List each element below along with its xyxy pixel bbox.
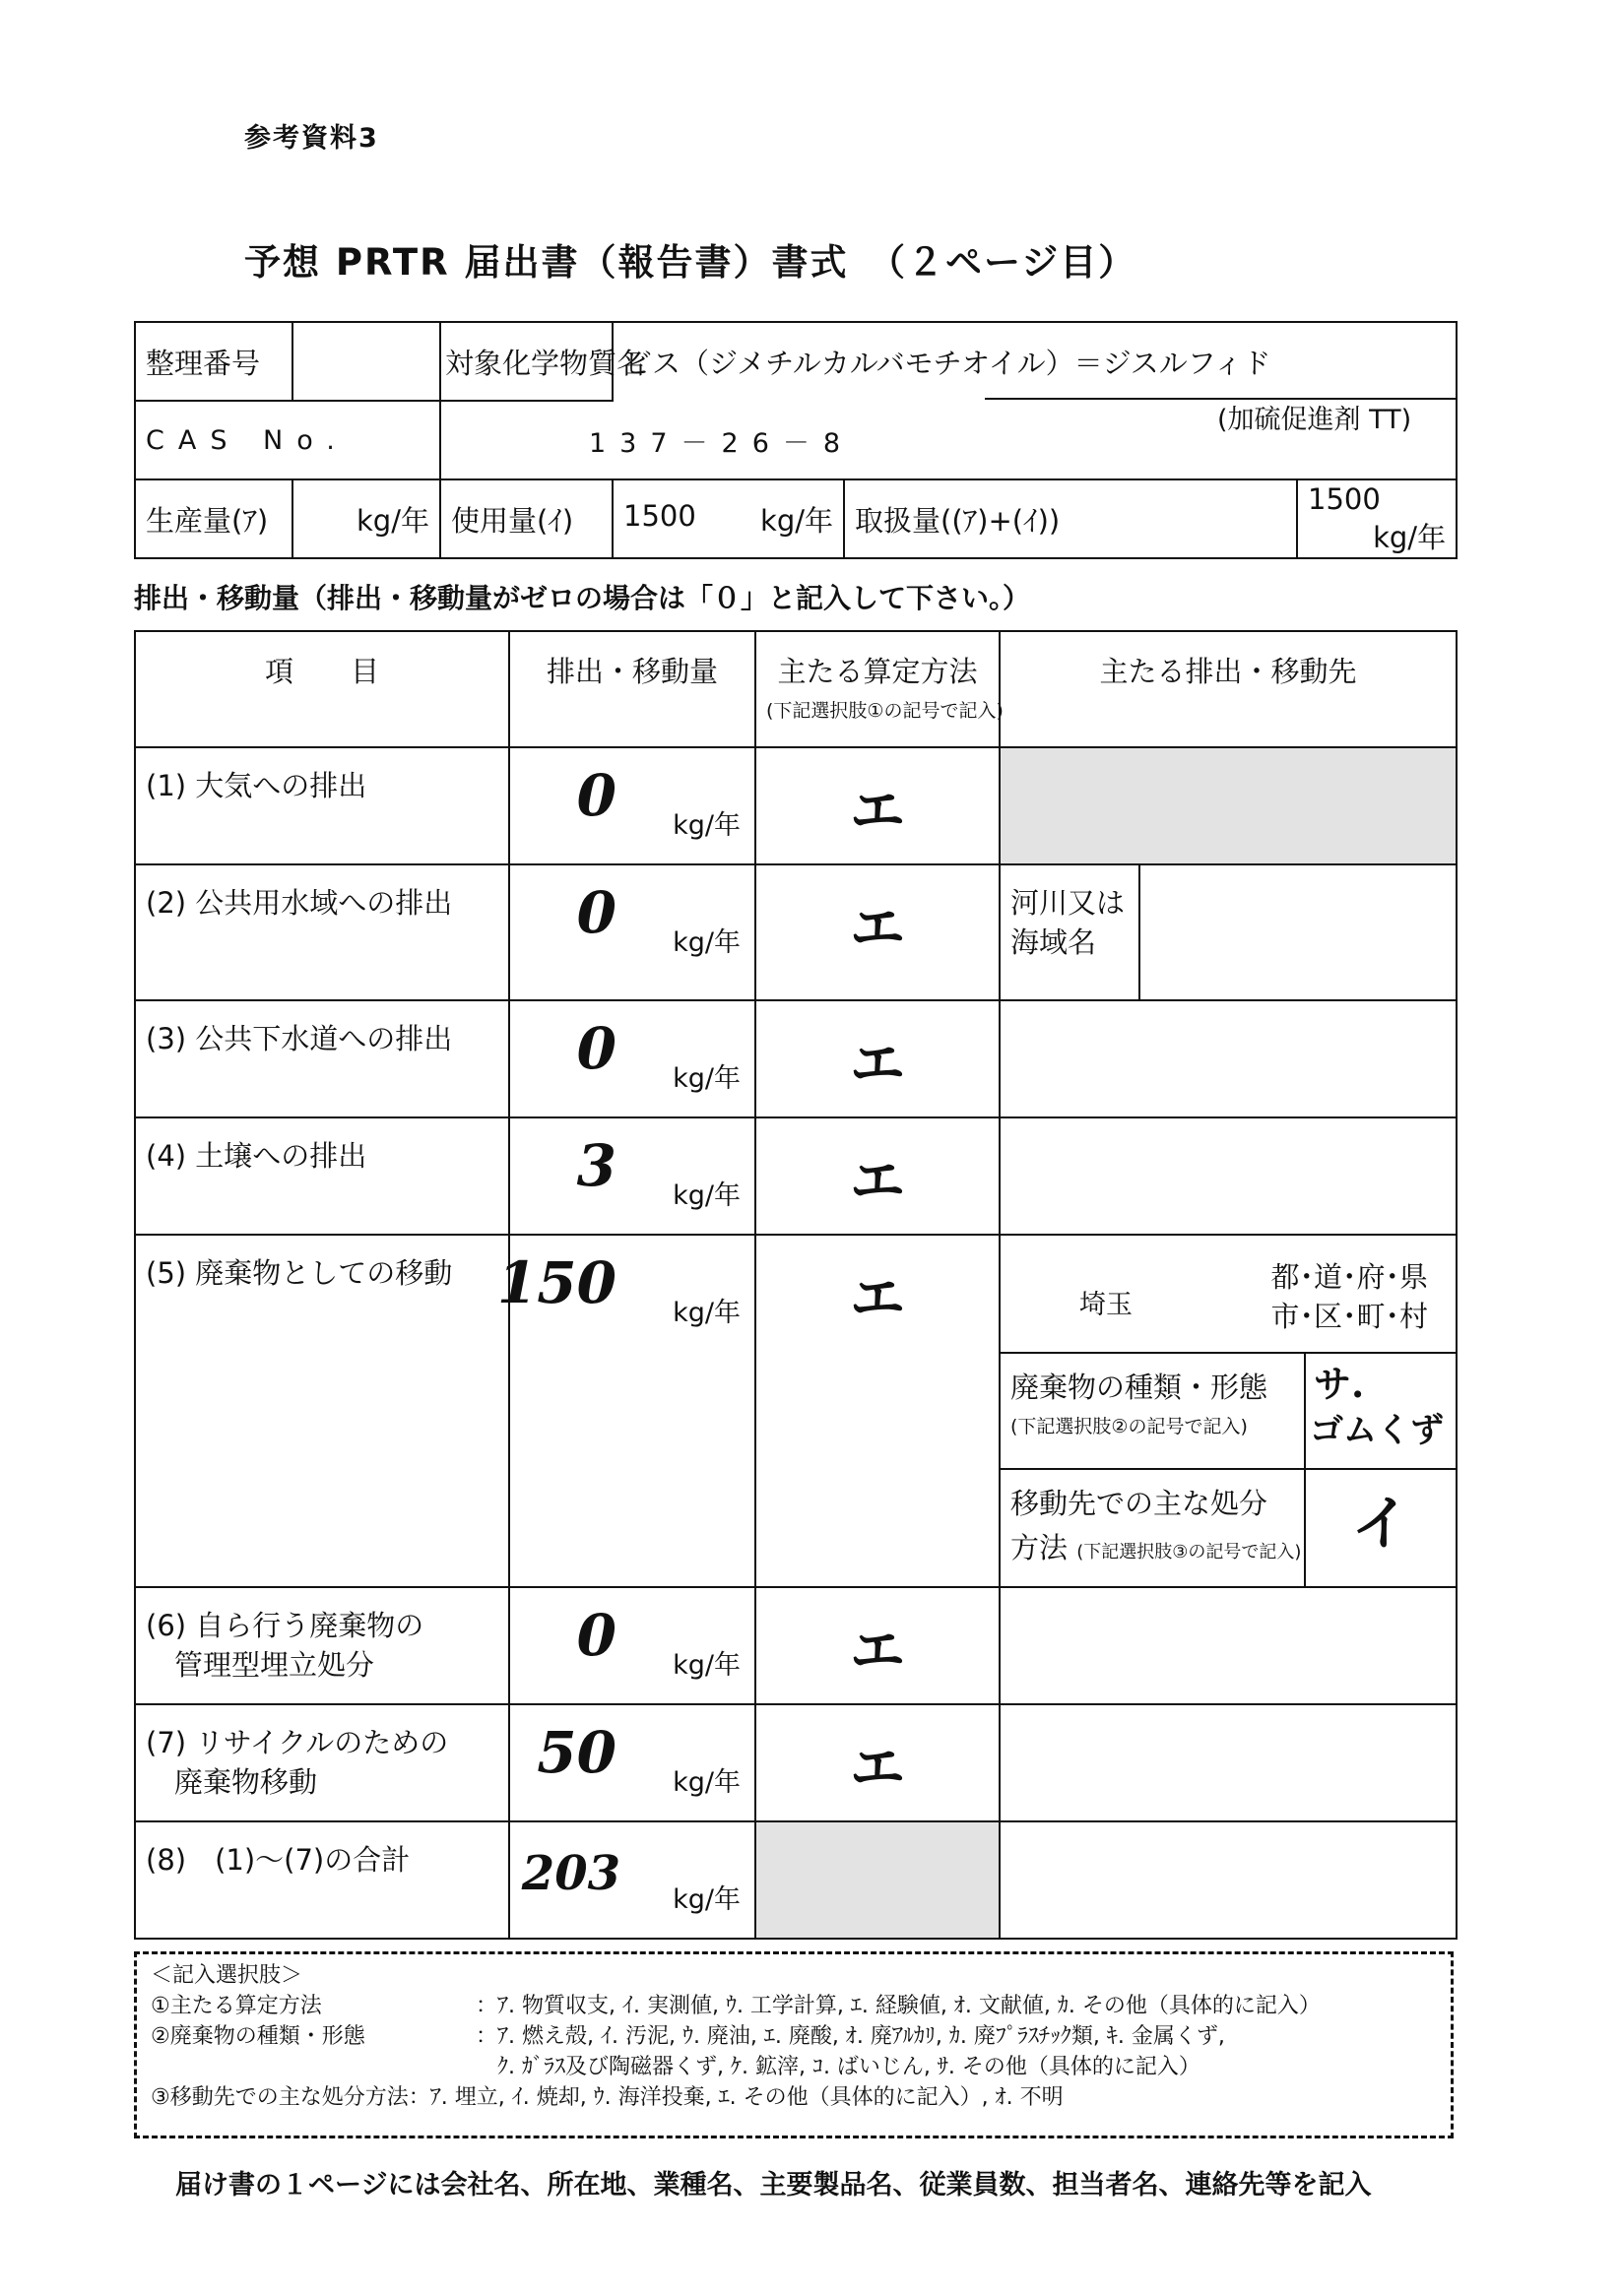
amount-value: 150 [496,1249,616,1316]
legend-text: ：ｱ. 物質収支, ｲ. 実測値, ｳ. 工学計算, ｴ. 経験値, ｵ. 文献値, ｶ. その他（具体的に記入） [476,1994,1321,2018]
disposal-block [1001,1470,1456,1586]
amount-unit: kg/年 [673,1650,741,1681]
disposal-note: (下記選択肢③の記号で記入) [1076,1542,1302,1563]
handle-cell[interactable] [1297,479,1457,558]
method-cell[interactable] [755,1235,1000,1587]
destination-cell-empty [1000,1704,1457,1821]
waste-type-block [1001,1354,1456,1470]
amount-unit: kg/年 [673,1180,741,1211]
method-cell[interactable] [755,1587,1000,1704]
prefecture-suffix-2: 市･区･町･村 [1270,1300,1428,1333]
method-cell-disabled [755,1821,1000,1939]
disposal-label-2: 方法 [1010,1531,1069,1564]
method-cell[interactable] [755,1000,1000,1117]
total-amount-cell[interactable] [509,1821,755,1939]
method-value: エ [850,1619,905,1684]
amount-unit: kg/年 [673,1884,741,1915]
destination-cell-empty [1000,1821,1457,1939]
options-legend [134,1951,1454,2138]
table-row [135,1587,1457,1704]
disposal-value: イ [1351,1490,1410,1559]
footer-note: 届け書の１ページには会社名、所在地、業種名、主要製品名、従業員数、担当者名、連絡先等を記入 [175,2170,1372,2200]
handle-label: 取扱量((ｱ)+(ｲ)) [844,479,1297,558]
use-value: 1500 [623,498,696,533]
amount-cell[interactable] [496,1235,755,1587]
table-row [135,1117,1457,1235]
prefecture-block[interactable] [1001,1236,1456,1354]
col-amount: 排出・移動量 [509,631,755,747]
amount-cell[interactable] [509,1704,755,1821]
amount-value: 3 [576,1132,616,1199]
row-label: (4) 土壌への排出 [135,1117,509,1235]
river-value[interactable] [1140,865,1456,999]
destination-cell-empty [1000,1000,1457,1117]
emission-table [134,630,1458,1940]
amount-unit: kg/年 [673,1767,741,1798]
waste-type-value-cell[interactable] [1306,1354,1456,1468]
waste-type-note: (下記選択肢②の記号で記入) [1010,1416,1248,1437]
method-value: エ [850,779,905,844]
legend-text: ：ｱ. 埋立, ｲ. 焼却, ｳ. 海洋投棄, ｴ. その他（具体的に記入）, ｵ. 不明 [408,2085,1064,2110]
production-label: 生産量(ｱ) [135,479,292,558]
legend-row [151,1991,1437,2021]
col-item: 項 目 [135,631,509,747]
col-destination: 主たる排出・移動先 [1000,631,1457,747]
legend-key: ②廃棄物の種類・形態 [151,2024,365,2049]
production-cell[interactable] [292,479,440,558]
destination-cell-empty [1000,1587,1457,1704]
legend-row [151,2052,1437,2082]
row-label: (6) 自ら行う廃棄物の 管理型埋立処分 [135,1587,509,1704]
waste-type-label: 廃棄物の種類・形態 [1010,1371,1268,1404]
method-cell[interactable] [755,1117,1000,1235]
amount-unit: kg/年 [673,1063,741,1094]
destination-cell [1000,864,1457,1000]
legend-row [151,2082,1437,2113]
amount-cell[interactable] [509,864,755,1000]
amount-cell[interactable] [509,1000,755,1117]
table-row [135,1704,1457,1821]
amount-value: 0 [576,879,616,946]
method-value: エ [850,1032,905,1097]
destination-cell-disabled [1000,747,1457,864]
table-row [135,1235,1457,1587]
chem-label: 対象化学物質名 [440,322,613,401]
disposal-value-cell[interactable] [1306,1470,1456,1586]
amount-value: 0 [576,762,616,829]
chem-name [613,322,1457,401]
amount-cell[interactable] [509,1117,755,1235]
waste-type-value-1: サ. [1314,1362,1365,1406]
row-label: (2) 公共用水域への排出 [135,864,509,1000]
seiri-value[interactable] [292,322,440,401]
handle-value: 1500 [1308,481,1381,516]
cas-label: CAS No. [135,401,440,479]
table-row [135,1000,1457,1117]
use-label: 使用量(ｲ) [440,479,613,558]
amount-value: 50 [537,1719,616,1786]
method-value: エ [850,1149,905,1214]
table-row [135,864,1457,1000]
chem-grade: (加硫促進剤 TT) [1217,405,1412,435]
amount-value: 0 [576,1602,616,1669]
col-method-label: 主たる算定方法 [777,655,978,688]
reference-label: 参考資料3 [244,123,379,154]
destination-cell-empty [1000,1117,1457,1235]
row-label: (7) リサイクルのための 廃棄物移動 [135,1704,509,1821]
production-unit: kg/年 [357,503,429,538]
method-cell[interactable] [755,747,1000,864]
use-unit: kg/年 [760,503,834,538]
method-cell[interactable] [755,1704,1000,1821]
row-label: (1) 大気への排出 [135,747,509,864]
method-value: エ [850,1266,905,1331]
substance-info-table [134,321,1458,559]
use-cell[interactable] [613,479,844,558]
waste-type-value-2: ゴムくず [1310,1411,1444,1450]
section-heading: 排出・移動量（排出・移動量がゼロの場合は「０」と記入して下さい。） [134,582,1031,614]
disposal-label: 移動先での主な処分 [1010,1487,1268,1520]
legend-heading: ＜記入選択肢＞ [151,1963,303,1988]
method-value: エ [850,1736,905,1801]
legend-text: ｸ. ｶﾞﾗｽ及び陶磁器くず, ｹ. 鉱滓, ｺ. ばいじん, ｻ. その他（具体的に記入） [476,2055,1200,2079]
chem-name-text: ビス（ジメチルカルバモチオイル）＝ジスルフィド [623,347,1271,380]
seiri-label: 整理番号 [135,322,292,401]
amount-value: 0 [576,1015,616,1082]
legend-key: ③移動先での主な処分方法 [151,2085,409,2110]
prefecture-value: 埼玉 [1079,1290,1133,1320]
amount-cell[interactable] [509,747,755,864]
method-value: エ [850,896,905,961]
total-amount-value: 203 [521,1846,620,1901]
handle-unit: kg/年 [1373,520,1447,554]
amount-cell[interactable] [509,1587,755,1704]
prefecture-suffix-1: 都･道･府･県 [1270,1260,1428,1294]
row-label: (8) (1)～(7)の合計 [135,1821,509,1939]
waste-destination-cell [1000,1235,1457,1587]
legend-key [151,2052,476,2082]
amount-unit: kg/年 [673,927,741,958]
cas-value: 137－26－8 [440,401,1457,479]
amount-unit: kg/年 [673,810,741,841]
legend-key: ①主たる算定方法 [151,1994,322,2018]
table-row [135,747,1457,864]
row-label: (3) 公共下水道への排出 [135,1000,509,1117]
river-label: 河川又は海域名 [1001,865,1140,999]
method-cell[interactable] [755,864,1000,1000]
row-label: (5) 廃棄物としての移動 [135,1235,509,1587]
table-row [135,1821,1457,1939]
amount-unit: kg/年 [673,1298,741,1328]
legend-text: ：ｱ. 燃え殻, ｲ. 汚泥, ｳ. 廃油, ｴ. 廃酸, ｵ. 廃ｱﾙｶﾘ, ｶ. 廃ﾌﾟﾗｽﾁｯｸ類, ｷ. 金属くず, [476,2024,1225,2049]
legend-row [151,2021,1437,2052]
page-title: 予想 PRTR 届出書（報告書）書式 （２ページ目） [244,241,1137,284]
col-method-note: (下記選択肢①の記号で記入) [766,700,1004,722]
col-method [755,631,1004,747]
